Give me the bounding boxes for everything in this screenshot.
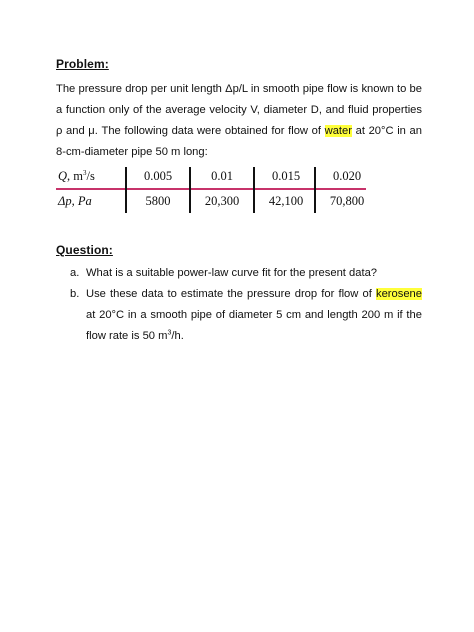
q-value-2: 0.01 — [211, 169, 233, 183]
column-divider — [189, 167, 191, 213]
item-marker-a: a. — [70, 267, 80, 279]
q-value-3: 0.015 — [271, 169, 301, 183]
question-b-text-post: /h. — [171, 330, 184, 342]
highlight-water: water — [324, 125, 352, 137]
q-value-1: 0.005 — [143, 169, 173, 183]
question-item-b — [70, 284, 422, 347]
question-list — [70, 263, 422, 347]
question-a-text: What is a suitable power-law curve fit for the present data? — [86, 267, 378, 279]
item-marker-b: b. — [70, 288, 80, 300]
column-divider — [253, 167, 255, 213]
dp-value-1: 5800 — [145, 194, 171, 208]
problem-intro: The pressure drop per unit length Δp/L in smooth pipe flow is known to be a function only of the average velocity V, diameter D, and fluid properties ρ and μ. The following data were obtained for flow of — [56, 83, 422, 137]
table-rule — [56, 188, 366, 190]
q-value-4: 0.020 — [332, 169, 362, 183]
dp-label: Δp, Pa — [58, 194, 92, 208]
highlight-kerosene: kerosene — [375, 288, 422, 300]
column-divider — [125, 167, 127, 213]
question-b-text-mid: at 20°C in a smooth pipe of diameter 5 cm and length 200 m if the flow rate is 50 m — [86, 309, 422, 342]
data-table — [56, 162, 374, 216]
column-divider — [314, 167, 316, 213]
problem-outro: at 20°C in an 8-cm-diameter pipe 50 m long: — [56, 125, 422, 158]
problem-statement — [56, 79, 422, 163]
dp-value-3: 42,100 — [268, 194, 304, 208]
question-item-a — [70, 263, 422, 284]
question-b-exponent: 3 — [167, 329, 172, 337]
question-heading: Question: — [56, 243, 113, 257]
problem-heading: Problem: — [56, 57, 109, 71]
dp-value-4: 70,800 — [329, 194, 365, 208]
dp-value-2: 20,300 — [204, 194, 240, 208]
question-b-text-pre: Use these data to estimate the pressure drop for flow of — [86, 288, 376, 300]
q-label: Q, $m^3/s$ — [58, 168, 95, 183]
